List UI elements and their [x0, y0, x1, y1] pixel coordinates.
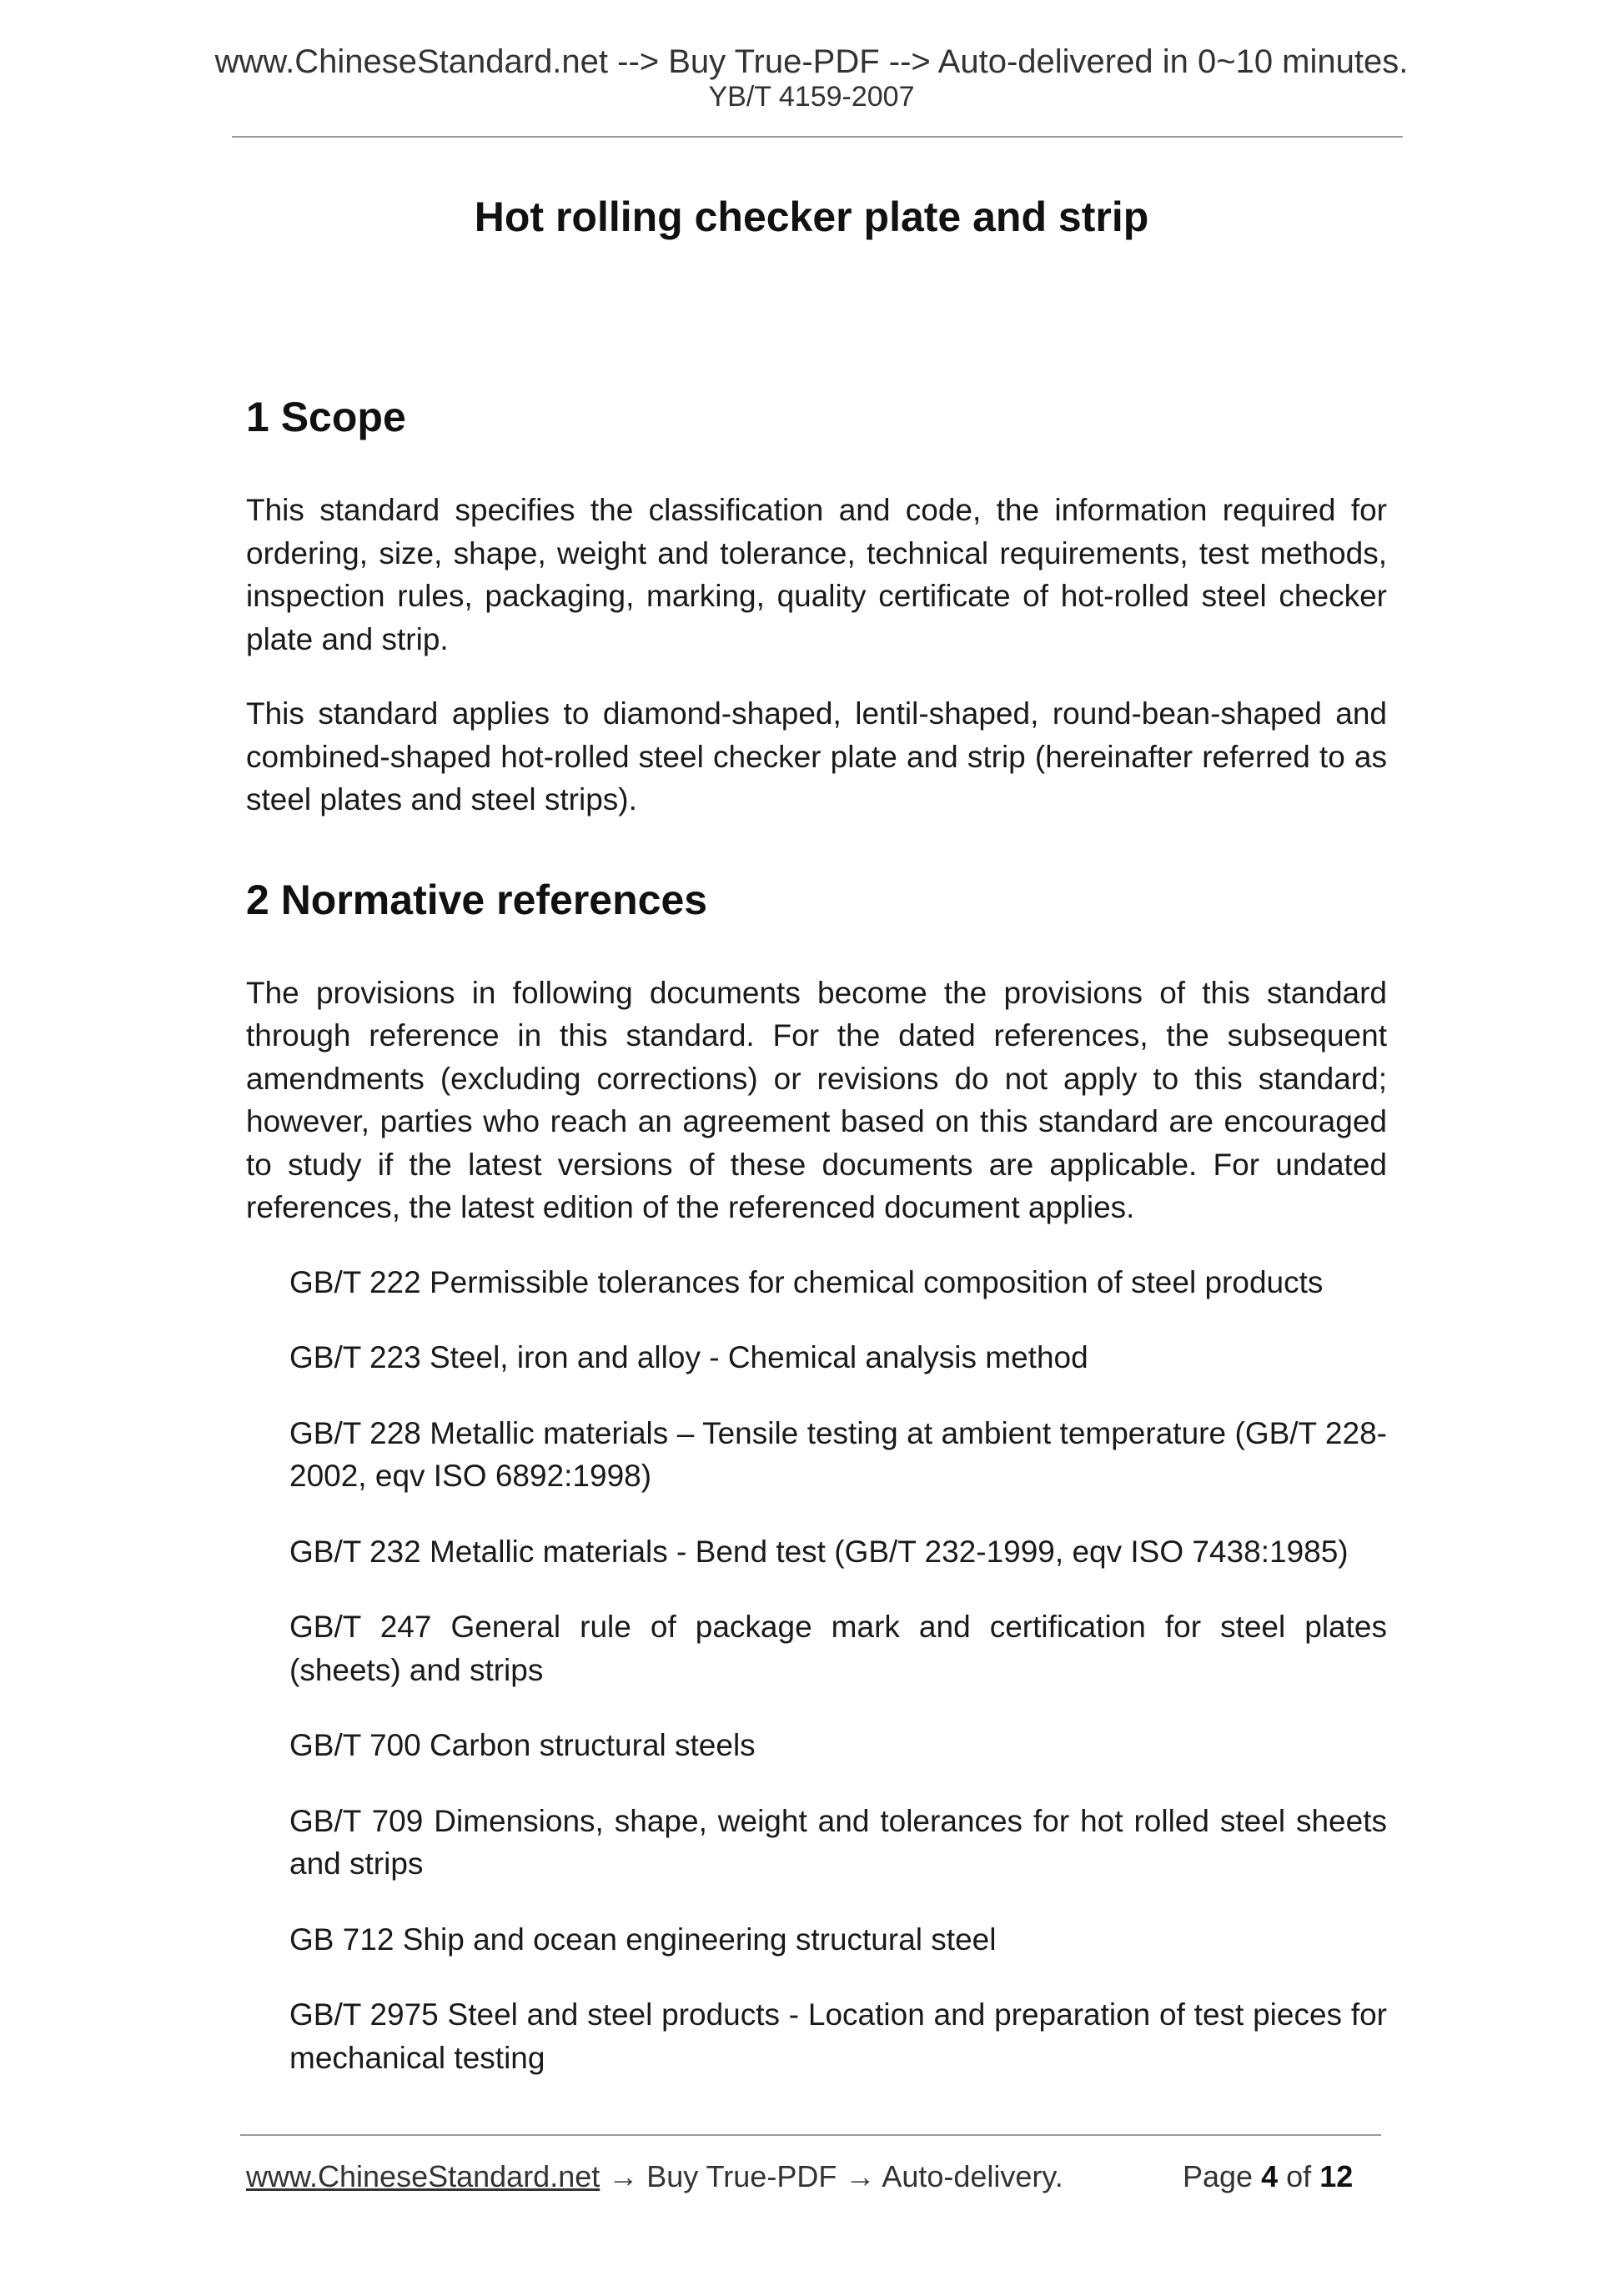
footer-tagline: → Buy True-PDF → Auto-delivery.: [600, 2159, 1063, 2193]
document-title: Hot rolling checker plate and strip: [474, 193, 1149, 240]
references-intro-paragraph: The provisions in following documents become the provisions of this standard through reference in this standard. For the dated references, the subsequent amendments (excluding corrections) or revisions do not apply to this standard; however, parties who reach an agreement based on this standard are encouraged to study if the latest versions of these documents are applicable. For undated references, the latest edition of the referenced document applies.: [246, 975, 1387, 1224]
reference-item: GB/T 700 Carbon structural steels: [289, 1728, 756, 1762]
reference-item: GB/T 709 Dimensions, shape, weight and tolerances for hot rolled steel sheets and strips: [289, 1803, 1387, 1881]
footer-divider: [240, 2134, 1381, 2136]
document-body: [246, 392, 1387, 2112]
current-page-number: 4: [1261, 2159, 1279, 2193]
standard-code: YB/T 4159-2007: [708, 81, 915, 113]
reference-list: [246, 1261, 1387, 2080]
top-banner: www.ChineseStandard.net --> Buy True-PDF --> Auto-delivered in 0~10 minutes.: [214, 43, 1409, 80]
reference-item: GB/T 222 Permissible tolerances for chemical composition of steel products: [289, 1264, 1324, 1299]
reference-item: GB/T 228 Metallic materials – Tensile testing at ambient temperature (GB/T 228-2002, eqv ISO 6892:1998): [289, 1415, 1387, 1493]
reference-item: GB/T 2975 Steel and steel products - Location and preparation of test pieces for mechanical testing: [289, 1997, 1387, 2075]
of-label: of: [1286, 2159, 1312, 2193]
reference-item: GB/T 232 Metallic materials - Bend test (GB/T 232-1999, eqv ISO 7438:1985): [289, 1534, 1349, 1569]
reference-item: GB/T 223 Steel, iron and alloy - Chemical analysis method: [289, 1340, 1088, 1374]
page-label: Page: [1183, 2159, 1254, 2193]
footer-site-link[interactable]: www.ChineseStandard.net: [246, 2159, 600, 2193]
section-heading-normative-references: 2 Normative references: [246, 876, 708, 923]
reference-item: GB/T 247 General rule of package mark and certification for steel plates (sheets) and strips: [289, 1610, 1387, 1687]
scope-paragraph: This standard applies to diamond-shaped, lentil-shaped, round-bean-shaped and combined-shaped hot-rolled steel checker plate and strip (hereinafter referred to as steel plates and steel strips).: [246, 696, 1387, 816]
section-heading-scope: 1 Scope: [246, 394, 406, 440]
reference-item: GB 712 Ship and ocean engineering structural steel: [289, 1922, 997, 1957]
total-pages: 12: [1319, 2159, 1354, 2193]
footer-left: [246, 2158, 1063, 2195]
page-indicator: [1183, 2158, 1353, 2195]
scope-paragraph: This standard specifies the classification and code, the information required for ordering, size, shape, weight and tolerance, technical requirements, test methods, inspection rules, packaging, marking, quality certificate of hot-rolled steel checker plate and strip.: [246, 493, 1387, 656]
header-divider: [232, 136, 1403, 138]
